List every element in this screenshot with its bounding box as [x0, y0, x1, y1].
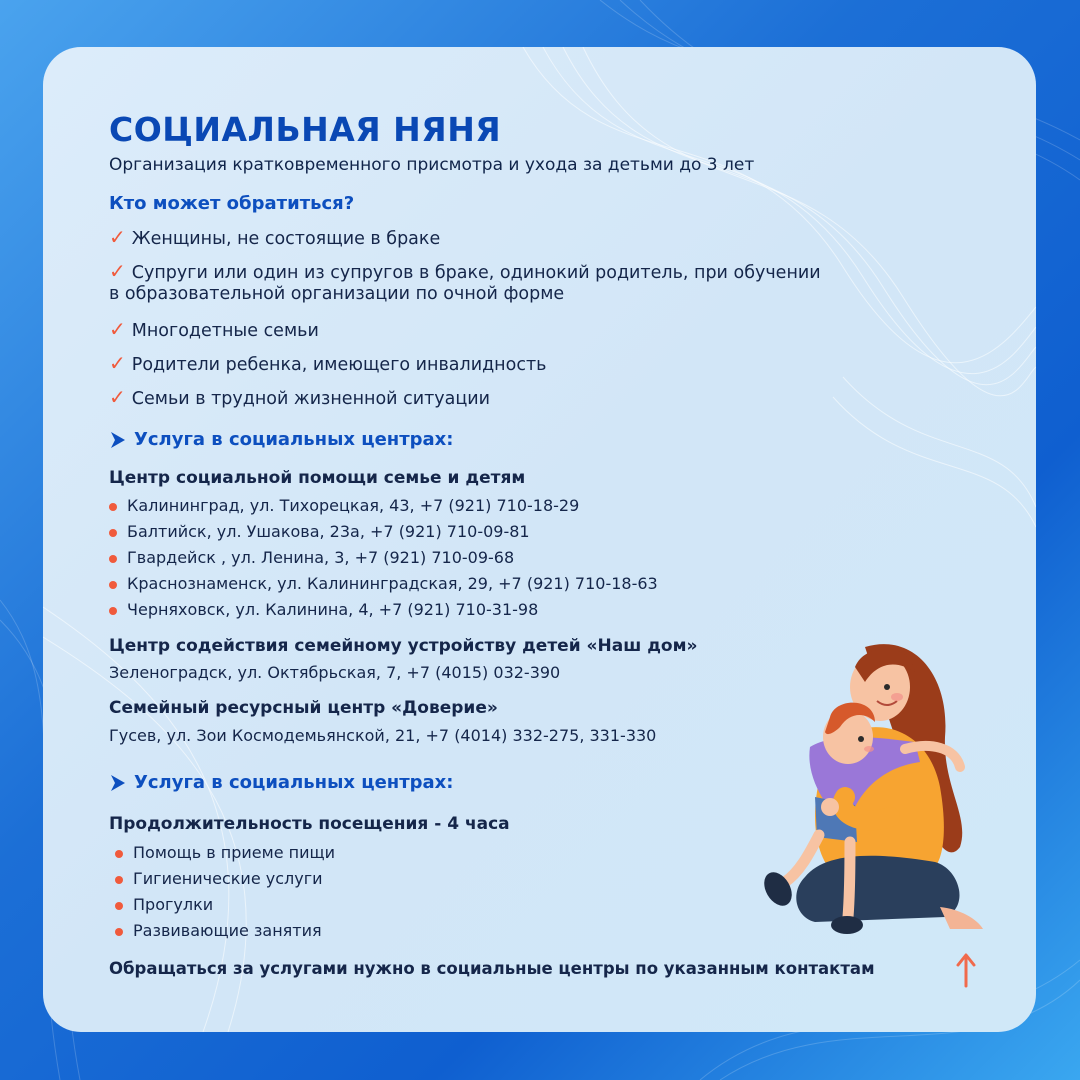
page-subtitle: Организация кратковременного присмотра и ухода за детьми до 3 лет: [109, 155, 755, 175]
bullet-icon: [109, 503, 117, 511]
eligibility-heading: Кто может обратиться?: [109, 193, 355, 214]
bullet-icon: [109, 607, 117, 615]
bullet-icon: [109, 581, 117, 589]
org-name: Центр социальной помощи семье и детям: [109, 468, 526, 488]
duration-text: Продолжительность посещения - 4 часа: [109, 814, 510, 834]
check-icon: ✓: [109, 259, 126, 283]
org-name: Центр содействия семейному устройству детей «Наш дом»: [109, 636, 698, 656]
page-title: СОЦИАЛЬНАЯ НЯНЯ: [109, 110, 502, 149]
address-item: Гвардейск , ул. Ленина, 3, +7 (921) 710-09-68: [109, 548, 514, 567]
eligibility-item: ✓ Супруги или один из супругов в браке, одинокий родитель, при обучении: [109, 259, 821, 283]
check-icon: ✓: [109, 385, 126, 409]
bullet-icon: [109, 555, 117, 563]
check-icon: ✓: [109, 225, 126, 249]
check-icon: ✓: [109, 317, 126, 341]
eligibility-item: ✓ Женщины, не состоящие в браке: [109, 225, 441, 249]
services-heading: Услуга в социальных центрах:: [134, 772, 454, 793]
bullet-icon: [115, 876, 123, 884]
service-item: Гигиенические услуги: [115, 869, 323, 888]
address-item: Черняховск, ул. Калинина, 4, +7 (921) 710-31-98: [109, 600, 538, 619]
service-item: Прогулки: [115, 895, 213, 914]
eligibility-item: ✓ Многодетные семьи: [109, 317, 319, 341]
eligibility-item: ✓ Семьи в трудной жизненной ситуации: [109, 385, 491, 409]
arrow-up-icon: [955, 952, 977, 988]
service-item: Помощь в приеме пищи: [115, 843, 335, 862]
bullet-icon: [115, 902, 123, 910]
bullet-icon: [115, 928, 123, 936]
centers-heading: Услуга в социальных центрах:: [134, 429, 454, 450]
org-address: Зеленоградск, ул. Октябрьская, 7, +7 (4015) 032-390: [109, 663, 561, 682]
org-name: Семейный ресурсный центр «Доверие»: [109, 698, 498, 718]
chevron-right-icon: [108, 773, 128, 793]
org-address: Гусев, ул. Зои Космодемьянской, 21, +7 (4014) 332-275, 331-330: [109, 726, 657, 745]
bullet-icon: [115, 850, 123, 858]
address-item: Балтийск, ул. Ушакова, 23а, +7 (921) 710-09-81: [109, 522, 530, 541]
address-item: Краснознаменск, ул. Калининградская, 29, +7 (921) 710-18-63: [109, 574, 658, 593]
info-card: [43, 47, 1036, 1032]
mother-child-illustration: [715, 637, 995, 937]
chevron-right-icon: [108, 430, 128, 450]
bullet-icon: [109, 529, 117, 537]
footer-note: Обращаться за услугами нужно в социальные центры по указанным контактам: [109, 959, 875, 978]
eligibility-item-continuation: в образовательной организации по очной форме: [109, 284, 565, 304]
address-item: Калининград, ул. Тихорецкая, 43, +7 (921) 710-18-29: [109, 496, 579, 515]
check-icon: ✓: [109, 351, 126, 375]
service-item: Развивающие занятия: [115, 921, 322, 940]
eligibility-item: ✓ Родители ребенка, имеющего инвалидность: [109, 351, 547, 375]
